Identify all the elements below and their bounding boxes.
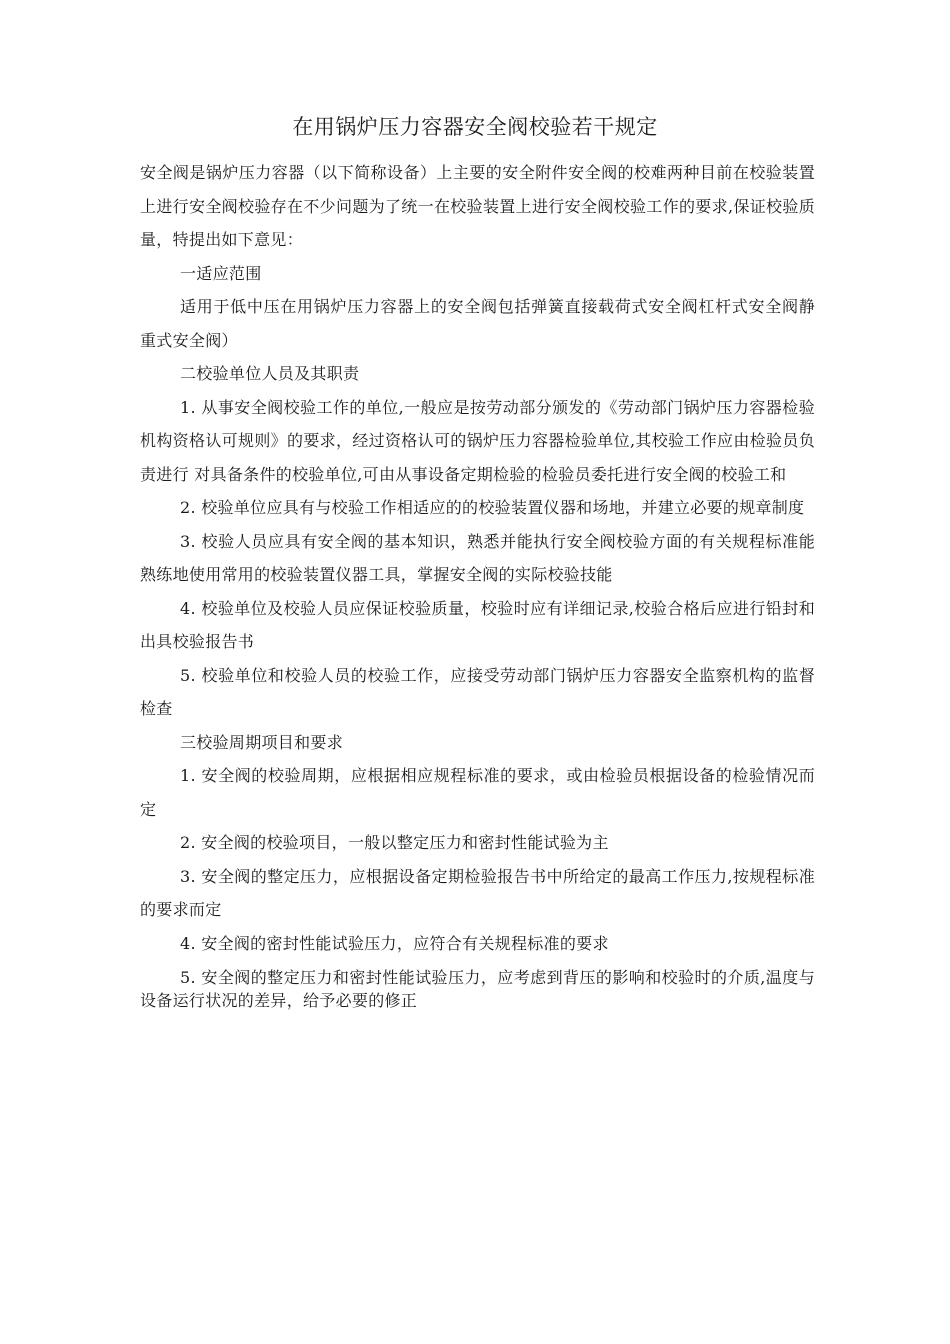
- intro-paragraph: 安全阀是锅炉压力容器（以下简称设备）上主要的安全附件安全阀的校难两种目前在校验装置上进行安全阀校验存在不少问题为了统一在校验装置上进行安全阀校验工作的要求,保证校验质量，特提出如下意见：: [140, 163, 815, 249]
- personnel-item-1: 1. 从事安全阀校验工作的单位,一般应是按劳动部分颁发的《劳动部门锅炉压力容器检验机构资格认可规则》的要求，经过资格认可的锅炉压力容器检验单位,其校验工作应由检验员负责进行 对具备条件的校验单位,可由从事设备定期检验的检验员委托进行安全阀的校验工和: [140, 397, 815, 484]
- document-title: 在用锅炉压力容器安全阀校验若干规定: [292, 115, 658, 139]
- section-heading-scope: 一适应范围: [180, 263, 262, 283]
- period-item-3: 3. 安全阀的整定压力，应根据设备定期检验报告书中所给定的最高工作压力,按规程标准的要求而定: [140, 866, 815, 919]
- scope-paragraph: 适用于低中压在用锅炉压力容器上的安全阀包括弹簧直接载荷式安全阀杠杆式安全阀静重式安全阀）: [140, 297, 815, 350]
- period-item-5: 5. 安全阀的整定压力和密封性能试验压力，应考虑到背压的影响和校验时的介质,温度与设备运行状况的差异，给予必要的修正: [140, 968, 815, 1010]
- personnel-item-2: 2. 校验单位应具有与校验工作相适应的的校验装置仪器和场地，并建立必要的规章制度: [180, 498, 805, 517]
- personnel-item-4: 4. 校验单位及校验人员应保证校验质量，校验时应有详细记录,校验合格后应进行铅封和出具校验报告书: [140, 598, 815, 651]
- section-heading-period: 三校验周期项目和要求: [180, 732, 344, 752]
- document-body: [140, 156, 815, 1012]
- period-item-4: 4. 安全阀的密封性能试验压力，应符合有关规程标准的要求: [180, 933, 609, 953]
- period-item-2: 2. 安全阀的校验项目，一般以整定压力和密封性能试验为主: [180, 833, 609, 852]
- personnel-item-3: 3. 校验人员应具有安全阀的基本知识，熟悉并能执行安全阀校验方面的有关规程标准能熟练地使用常用的校验装置仪器工具，掌握安全阀的实际校验技能: [140, 531, 815, 584]
- period-item-1: 1. 安全阀的校验周期，应根据相应规程标准的要求，或由检验员根据设备的检验情况而定: [140, 766, 815, 819]
- personnel-item-5: 5. 校验单位和校验人员的校验工作，应接受劳动部门锅炉压力容器安全监察机构的监督检查: [140, 665, 815, 718]
- section-heading-personnel: 二校验单位人员及其职责: [180, 364, 360, 383]
